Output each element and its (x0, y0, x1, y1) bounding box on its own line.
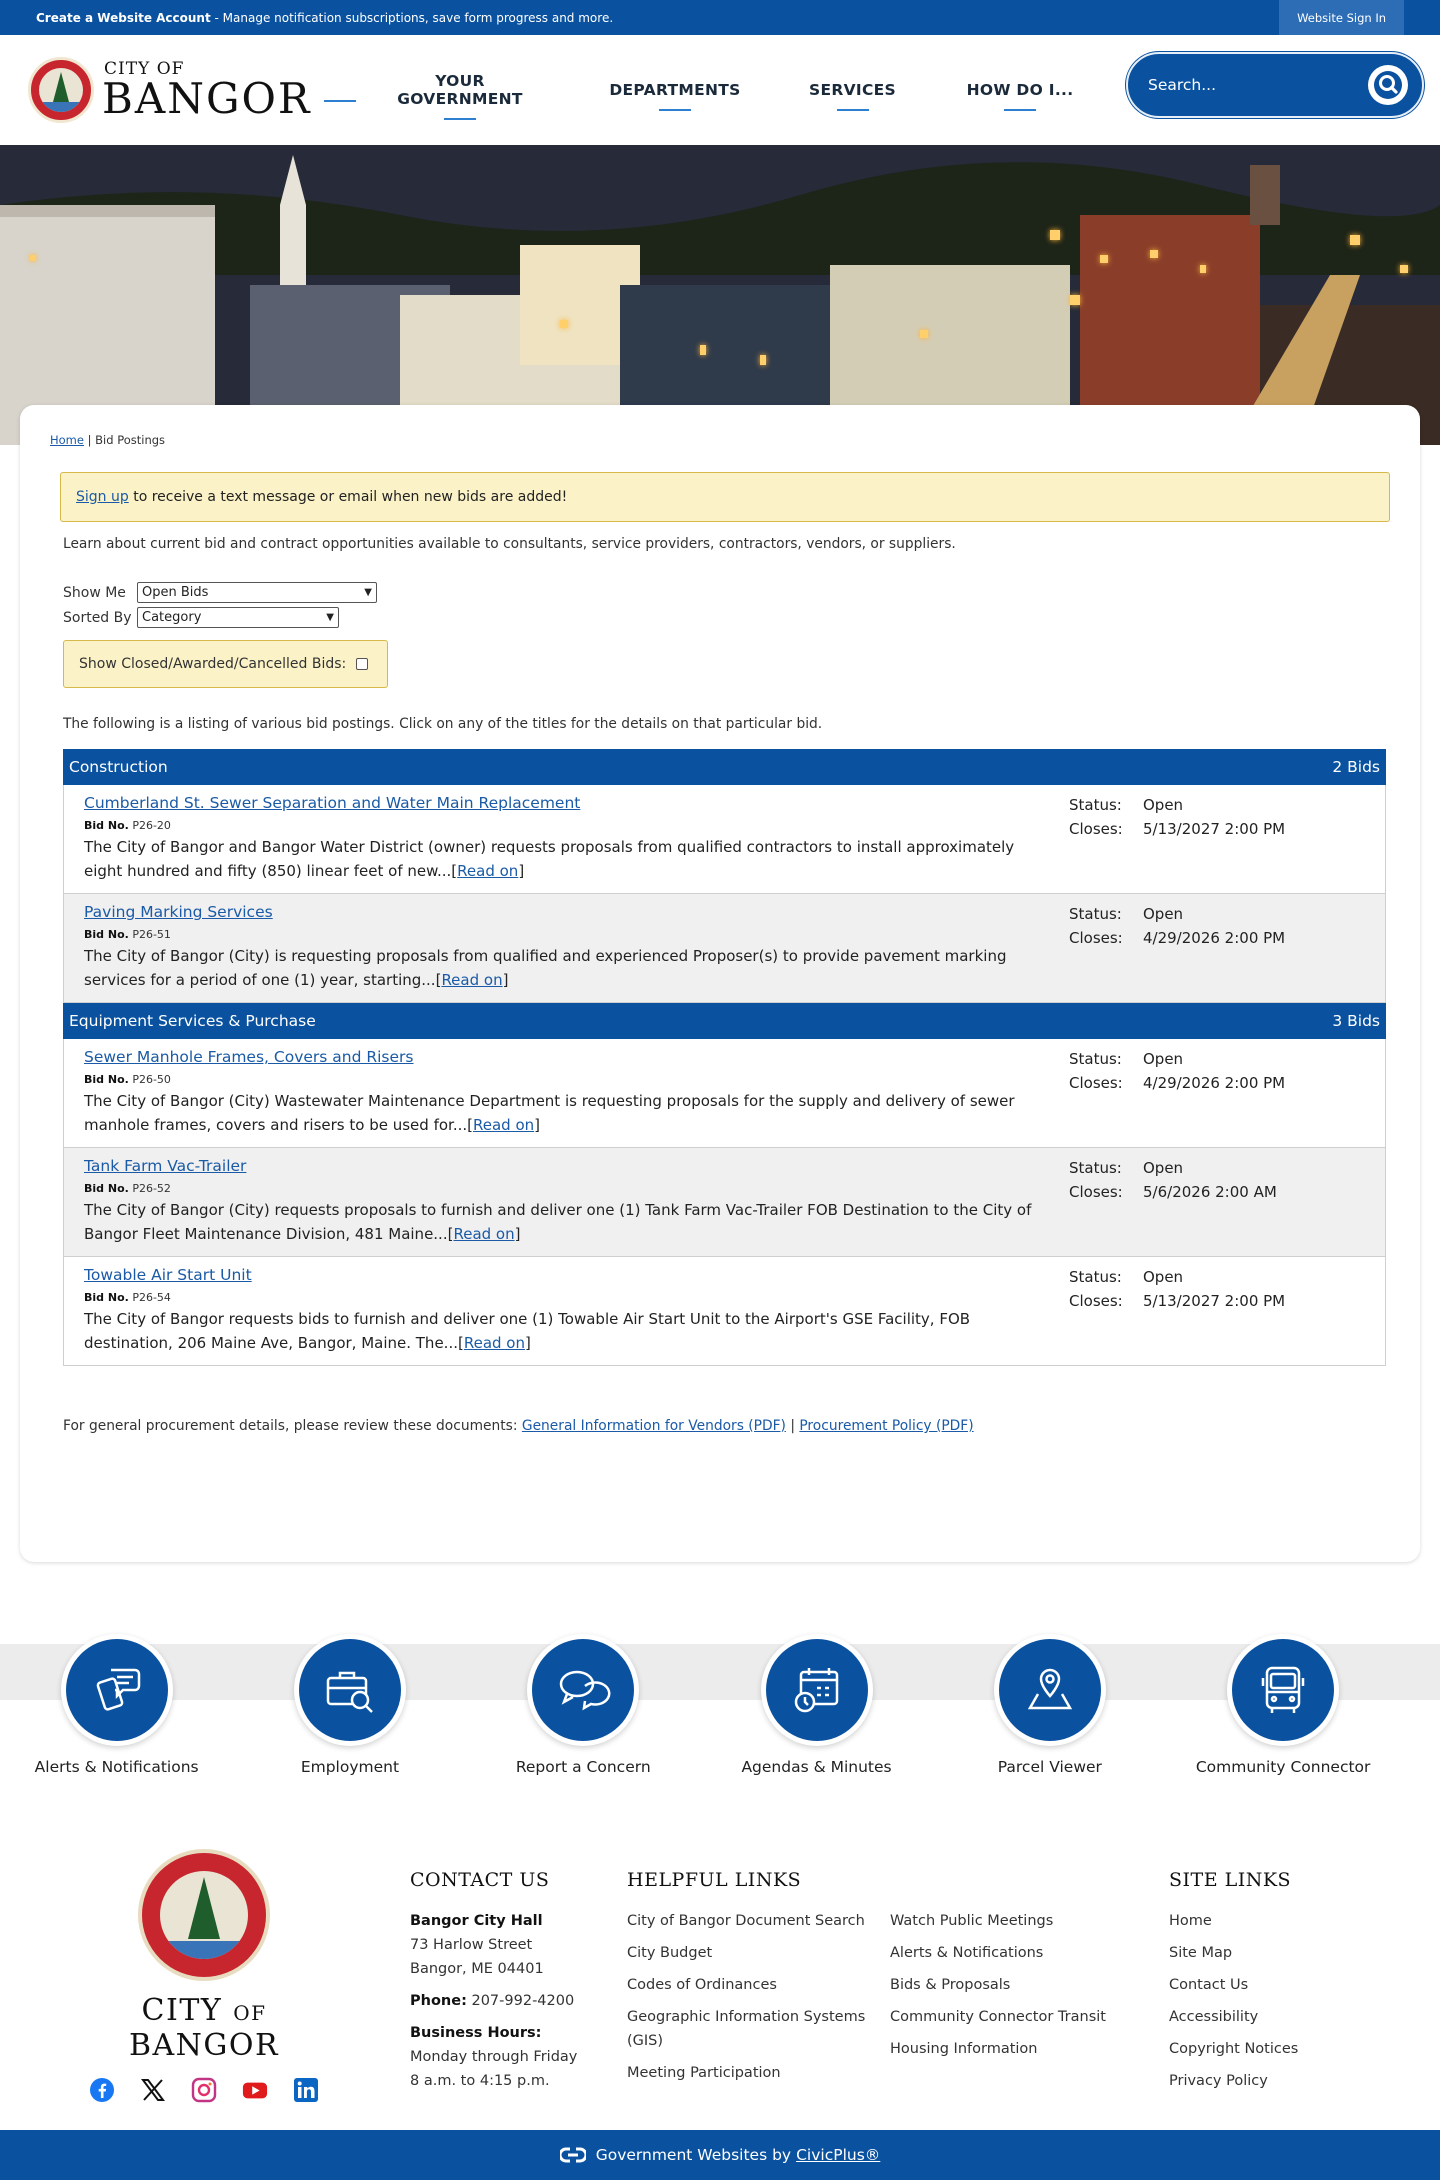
closes-value: 4/29/2026 2:00 PM (1143, 1074, 1286, 1092)
hours-times: 8 a.m. to 4:15 p.m. (410, 2073, 550, 2089)
bid-meta (1069, 793, 1285, 887)
bid-number: Bid No. P26-50 (84, 1073, 171, 1086)
site-links-heading: SITE LINKS (1169, 1869, 1292, 1891)
search-button[interactable] (1368, 65, 1408, 105)
helpful-link[interactable]: Geographic Information Systems (GIS) (627, 2009, 866, 2049)
signup-alert-text: to receive a text message or email when new bids are added! (128, 489, 568, 505)
helpful-link[interactable]: Housing Information (890, 2041, 1038, 2057)
hours-days: Monday through Friday (410, 2049, 578, 2065)
signup-link[interactable]: Sign up (76, 489, 129, 505)
quick-link-label: Alerts & Notifications (34, 1758, 199, 1776)
sorted-by-label: Sorted By (63, 609, 132, 626)
bid-title-link[interactable]: Towable Air Start Unit (84, 1266, 252, 1284)
logo-bangor: BANGOR (102, 73, 312, 123)
closes-label: Closes: (1069, 820, 1123, 838)
footer-logo-name: CITY OF BANGOR (128, 1993, 280, 2063)
site-search[interactable] (1126, 52, 1424, 118)
hours-label: Business Hours: (410, 2025, 542, 2041)
search-input[interactable]: Search... (1148, 76, 1217, 94)
show-closed-checkbox[interactable] (356, 658, 368, 670)
show-closed-label: Show Closed/Awarded/Cancelled Bids: (79, 656, 347, 672)
bid-row (63, 1257, 1386, 1366)
contact-street: 73 Harlow Street (410, 1937, 533, 1953)
bid-row (63, 785, 1386, 894)
content-card (20, 405, 1420, 1562)
status-label: Status: (1069, 1159, 1122, 1177)
bid-number: Bid No. P26-52 (84, 1182, 171, 1195)
status-value: Open (1143, 905, 1184, 923)
bid-title-link[interactable]: Sewer Manhole Frames, Covers and Risers (84, 1048, 414, 1066)
chevron-down-icon: ▼ (364, 587, 372, 598)
signup-alert (60, 472, 1390, 522)
closes-label: Closes: (1069, 929, 1123, 947)
account-message-text: - Manage notification subscriptions, save form progress and more. (210, 10, 614, 25)
bid-description: The City of Bangor and Bangor Water District (owner) requests proposals from qualified contractors to install approximately eight hundred and fifty (850) linear feet of new...[Read on] (84, 838, 1015, 880)
bottom-bar (0, 2130, 1440, 2180)
status-label: Status: (1069, 905, 1122, 923)
civicplus-link[interactable]: CivicPlus® (796, 2146, 881, 2164)
nav-how-do-i[interactable]: HOW DO I... (955, 81, 1085, 99)
bid-number: Bid No. P26-54 (84, 1291, 171, 1304)
breadcrumb-current: Bid Postings (95, 433, 166, 447)
status-label: Status: (1069, 1268, 1122, 1286)
bid-category (63, 749, 1386, 1003)
bid-meta (1069, 1047, 1285, 1141)
bid-filters (63, 580, 1390, 630)
phone-label: Phone: (410, 1993, 467, 2009)
civicplus-logo-icon (560, 2146, 586, 2164)
closes-label: Closes: (1069, 1183, 1123, 1201)
bid-meta (1069, 902, 1285, 996)
bid-title-link[interactable]: Paving Marking Services (84, 903, 273, 921)
status-label: Status: (1069, 1050, 1122, 1068)
helpful-link[interactable]: Meeting Participation (627, 2065, 781, 2081)
nav-services[interactable]: SERVICES (795, 81, 910, 99)
bus-icon (1232, 1639, 1334, 1741)
quick-link-report-a-concern[interactable] (467, 1634, 700, 1776)
site-link[interactable]: Site Map (1169, 1945, 1233, 1961)
site-header (0, 35, 1440, 145)
bid-meta (1069, 1265, 1285, 1359)
helpful-link[interactable]: Community Connector Transit (890, 2009, 1106, 2025)
read-on-link[interactable]: Read on (463, 1334, 525, 1352)
quick-link-label: Employment (300, 1758, 400, 1776)
vendor-info-link[interactable]: General Information for Vendors (PDF) (521, 1418, 786, 1434)
contact-org: Bangor City Hall (410, 1913, 543, 1929)
contact-us-column (410, 1869, 577, 2093)
helpful-heading: HELPFUL LINKS (627, 1869, 802, 1891)
quick-link-alerts-notifications[interactable] (0, 1634, 233, 1776)
nav-your-government[interactable]: YOUR GOVERNMENT (370, 72, 550, 108)
sorted-by-value: Category (142, 610, 202, 625)
category-header[interactable] (63, 749, 1386, 785)
show-me-select[interactable] (137, 582, 377, 603)
bid-row (63, 1148, 1386, 1257)
hero-image (0, 145, 1440, 445)
bid-description: The City of Bangor requests bids to furnish and deliver one (1) Towable Air Start Unit to the Airport's GSE Facility, FOB destination, 206 Maine Ave, Bangor, Maine. The...[Read on] (84, 1310, 971, 1352)
search-icon (1373, 70, 1403, 100)
city-seal-icon (138, 1849, 270, 1981)
instagram-icon[interactable] (191, 2077, 217, 2103)
logo-city-of: CITY OF (104, 58, 185, 79)
read-on-link[interactable]: Read on (457, 862, 519, 880)
contact-city: Bangor, ME 04401 (410, 1961, 544, 1977)
quick-link-employment[interactable] (233, 1634, 466, 1776)
youtube-icon[interactable] (242, 2077, 268, 2103)
city-seal-icon (28, 57, 94, 123)
bid-number: Bid No. P26-51 (84, 928, 171, 941)
sorted-by-select[interactable] (137, 607, 339, 628)
general-sep: | (785, 1418, 800, 1434)
site-links-column (1169, 1869, 1298, 2101)
quick-link-parcel-viewer[interactable] (933, 1634, 1166, 1776)
bid-number: Bid No. P26-20 (84, 819, 171, 832)
account-message (36, 11, 613, 25)
site-link[interactable]: Accessibility (1169, 2009, 1259, 2025)
quick-link-label: Community Connector (1195, 1758, 1371, 1776)
status-label: Status: (1069, 796, 1122, 814)
helpful-link[interactable]: Alerts & Notifications (890, 1945, 1044, 1961)
show-me-label: Show Me (63, 584, 126, 601)
category-header[interactable] (63, 1003, 1386, 1039)
bid-title-link[interactable]: Tank Farm Vac-Trailer (84, 1157, 247, 1175)
closes-value: 4/29/2026 2:00 PM (1143, 929, 1286, 947)
helpful-links-column (627, 1869, 1147, 2093)
site-link[interactable]: Home (1169, 1913, 1212, 1929)
breadcrumb-home-link[interactable]: Home (50, 433, 84, 447)
facebook-icon[interactable] (89, 2077, 115, 2103)
closes-label: Closes: (1069, 1074, 1123, 1092)
closes-value: 5/13/2027 2:00 PM (1143, 820, 1286, 838)
show-me-value: Open Bids (142, 585, 209, 600)
procurement-policy-link[interactable]: Procurement Policy (PDF) (799, 1418, 974, 1434)
quick-link-label: Agendas & Minutes (741, 1758, 892, 1776)
quick-link-label: Report a Concern (515, 1758, 651, 1776)
category-count: 3 Bids (1332, 1012, 1380, 1030)
quick-links (0, 1644, 1440, 1849)
bid-description: The City of Bangor (City) is requesting proposals from qualified and experienced Proposer(s) to provide pavement marking services for a period of one (1) year, starting...[Read on] (84, 947, 1007, 989)
bid-categories (50, 749, 1390, 1366)
helpful-link[interactable]: City Budget (627, 1945, 713, 1961)
phone-number[interactable]: 207-992-4200 (466, 1993, 575, 2009)
create-account-link[interactable]: Create a Website Account (36, 10, 211, 25)
briefcase-search-icon (299, 1639, 401, 1741)
social-links (89, 2077, 319, 2103)
quick-link-community-connector[interactable] (1166, 1634, 1399, 1776)
category-name: Construction (69, 758, 168, 776)
linkedin-icon[interactable] (293, 2077, 319, 2103)
footer-logo[interactable] (68, 1849, 340, 2103)
contact-heading: CONTACT US (410, 1869, 550, 1891)
quick-link-agendas-minutes[interactable] (700, 1634, 933, 1776)
helpful-link[interactable]: Codes of Ordinances (627, 1977, 777, 1993)
x-twitter-icon[interactable] (140, 2077, 166, 2103)
bid-category (63, 1003, 1386, 1366)
calendar-clock-icon (766, 1639, 868, 1741)
chat-bubbles-icon (532, 1639, 634, 1741)
site-link[interactable]: Privacy Policy (1169, 2073, 1268, 2089)
status-value: Open (1143, 1159, 1184, 1177)
intro-text: Learn about current bid and contract opportunities available to consultants, service providers, contractors, vendors, or suppliers. (63, 536, 956, 552)
helpful-link[interactable]: Bids & Proposals (890, 1977, 1011, 1993)
read-on-link[interactable]: Read on (453, 1225, 515, 1243)
general-text: For general procurement details, please review these documents: (63, 1418, 522, 1434)
closes-value: 5/13/2027 2:00 PM (1143, 1292, 1286, 1310)
sign-in-button[interactable]: Website Sign In (1279, 0, 1404, 35)
bid-meta (1069, 1156, 1277, 1250)
top-bar (0, 0, 1440, 35)
show-closed-box (63, 640, 388, 688)
bid-row (63, 894, 1386, 1003)
status-value: Open (1143, 796, 1184, 814)
site-logo[interactable] (28, 57, 312, 123)
status-value: Open (1143, 1268, 1184, 1286)
bid-description: The City of Bangor (City) Wastewater Maintenance Department is requesting proposals for the supply and delivery of sewer manhole frames, covers and risers to be used for...[Read on] (84, 1092, 1015, 1134)
read-on-link[interactable]: Read on (472, 1116, 535, 1134)
chat-phone-icon (66, 1639, 168, 1741)
nav-departments[interactable]: DEPARTMENTS (595, 81, 755, 99)
city-skyline-illustration (0, 145, 1440, 445)
listing-note: The following is a listing of various bid postings. Click on any of the titles for the details on that particular bid. (63, 716, 823, 732)
helpful-link[interactable]: Watch Public Meetings (890, 1913, 1054, 1929)
quick-link-label: Parcel Viewer (997, 1758, 1102, 1776)
bottom-bar-text: Government Websites by (595, 2146, 792, 2164)
read-on-link[interactable]: Read on (441, 971, 503, 989)
closes-value: 5/6/2026 2:00 AM (1143, 1183, 1277, 1201)
map-pin-icon (999, 1639, 1101, 1741)
site-link[interactable]: Contact Us (1169, 1977, 1249, 1993)
bid-title-link[interactable]: Cumberland St. Sewer Separation and Water Main Replacement (84, 794, 581, 812)
site-link[interactable]: Copyright Notices (1169, 2041, 1299, 2057)
closes-label: Closes: (1069, 1292, 1123, 1310)
breadcrumb: Home | Bid Postings (50, 433, 166, 447)
chevron-down-icon: ▼ (326, 612, 334, 623)
helpful-link[interactable]: City of Bangor Document Search (627, 1913, 865, 1929)
status-value: Open (1143, 1050, 1184, 1068)
site-footer (0, 1849, 1440, 2154)
general-procurement (63, 1418, 1390, 1434)
category-name: Equipment Services & Purchase (69, 1012, 316, 1030)
bid-description: The City of Bangor (City) requests proposals to furnish and deliver one (1) Tank Farm Vac-Trailer FOB Destination to the City of Bangor Fleet Maintenance Division, 481 Maine...[Read on] (84, 1201, 1032, 1243)
bid-row (63, 1039, 1386, 1148)
category-count: 2 Bids (1332, 758, 1380, 776)
